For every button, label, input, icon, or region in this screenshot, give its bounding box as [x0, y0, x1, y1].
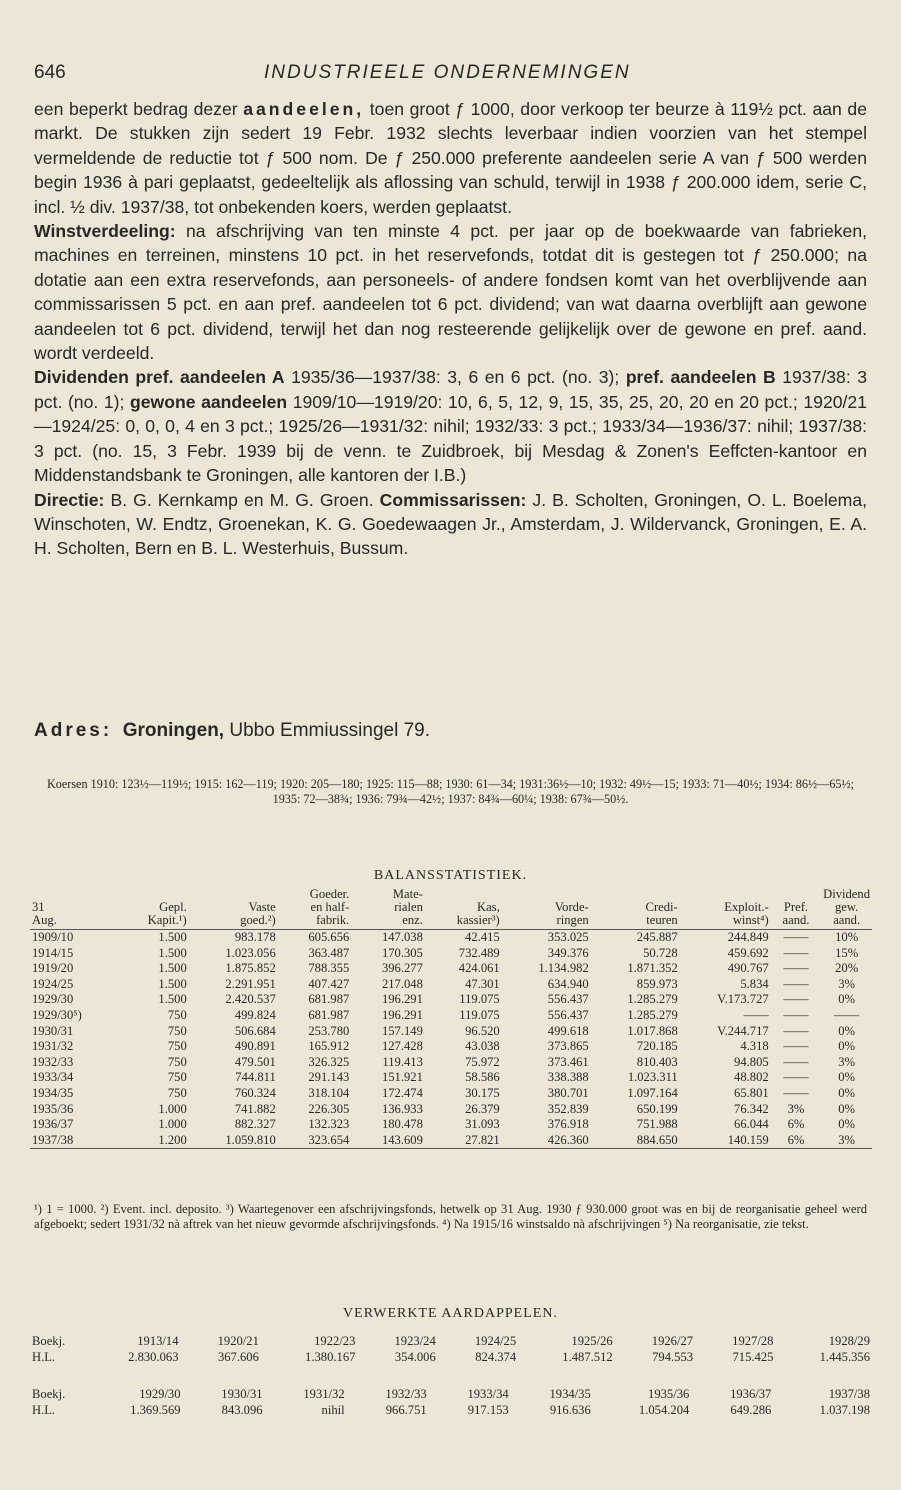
text-run: 1909/10—1919/20: 10, 6, 5, 12, 9, 15, 35, 25, 20, 20 en 20 pct.; 1920/21—1924/25: 0, 0, 0, 4 en 3 pct.; 1925/26—1931/32: nihil; 1932/33: 3 pct.; 1933/34—1936/37: nihil; 1937/38: 3 pct. (no. 15, 3 Febr. 1939 bij de venn. te Zuidbroek, bij Mesdag & Zonen's Eeffcten-kantoor en Middenstandsbank te Groningen, alle kantoren der I.B.) [34, 391, 867, 486]
table-cell: 367.606 [217, 1350, 259, 1364]
table-cell: 1.500 [158, 930, 187, 944]
table-cell: —— [783, 1039, 809, 1054]
table-cell: 490.891 [234, 1039, 276, 1054]
table-row [30, 1070, 872, 1086]
table-cell: 5.834 [740, 976, 769, 991]
table-cell: 2.420.537 [225, 992, 276, 1007]
table-row [30, 1386, 872, 1402]
table-cell: 6% [771, 1133, 822, 1149]
table-cell: 1909/10 [32, 930, 74, 944]
table-cell: 1.285.279 [627, 1007, 678, 1022]
table-cell: 119.075 [459, 992, 500, 1007]
table-cell: 0% [838, 1101, 856, 1116]
table-header-row [30, 914, 872, 930]
table-cell: 1935/36 [648, 1387, 690, 1401]
text-run: 1937/38: 3 pct. (no. 1); [34, 367, 867, 412]
table-row [30, 992, 872, 1008]
table-cell: 750 [167, 1039, 187, 1054]
table-cell: 6% [787, 1117, 805, 1132]
table-cell: 649.286 [730, 1403, 772, 1417]
table-cell: 0% [838, 1023, 856, 1038]
table-cell: 47.301 [465, 976, 500, 991]
table-cell: 681.987 [308, 1007, 350, 1022]
table-cell: 253.780 [308, 1023, 350, 1038]
table-cell: 136.933 [381, 1101, 423, 1116]
table-cell: 143.609 [351, 1133, 425, 1149]
table-row [30, 977, 872, 993]
table-cell: 1924/25 [32, 976, 74, 991]
table-cell: 1931/32 [303, 1387, 345, 1401]
table-cell: 424.061 [458, 961, 500, 976]
table-row [30, 946, 872, 962]
table-cell: 3% [821, 1133, 872, 1149]
table-cell: —— [783, 1054, 809, 1069]
table-cell: 884.650 [591, 1133, 680, 1149]
column-header: Dividend [823, 887, 870, 901]
column-header: goed.²) [189, 914, 278, 930]
column-header: rialen [394, 900, 423, 914]
table-cell: 1930/31 [221, 1387, 263, 1401]
label-dividenden: Dividenden pref. aandeelen A [34, 367, 285, 388]
table-cell: 226.305 [308, 1101, 350, 1116]
table-cell: 27.821 [425, 1133, 502, 1149]
table-cell: 1.285.279 [627, 992, 678, 1007]
table-row [30, 1008, 872, 1024]
table-cell: 380.701 [547, 1085, 589, 1100]
table-cell: 353.025 [547, 930, 589, 944]
table-cell: 1928/29 [828, 1334, 870, 1348]
table-cell: 0% [838, 1039, 856, 1054]
table-cell: 1922/23 [314, 1334, 356, 1348]
text-run: na afschrijving van ten minste 4 pct. per jaar op de boekwaarde van fabrieken, machines en terreinen, minstens 10 pct. in het reservefonds, totdat dit is gestegen tot ƒ 250.000; na dotatie aan een extra reservefonds, aan personeels- of andere fondsen komt van het overblijvende aan commissarissen 5 pct. en aan pref. aandeelen tot 6 pct. dividend; van wat daarna overblijft aan gewone aandeelen tot 6 pct. dividend, terwijl het dan nog resteerende gelijkelijk over de gewone en pref. aand. wordt verdeeld. [34, 221, 867, 364]
column-header: enz. [351, 914, 425, 930]
table-cell: 1932/33 [32, 1054, 74, 1069]
table-cell: 1925/26 [571, 1334, 613, 1348]
table-cell: H.L. [32, 1403, 56, 1417]
table-cell: 245.887 [636, 930, 678, 944]
table-cell: 1.023.311 [627, 1070, 678, 1085]
table-cell: 244.849 [727, 930, 769, 944]
table-cell: 165.912 [308, 1039, 350, 1054]
table-cell: 750 [167, 1054, 187, 1069]
table-cell: 48.802 [734, 1070, 769, 1085]
column-header: aand. [771, 914, 822, 930]
table-cell: 58.586 [465, 1070, 500, 1085]
table-cell: 1914/15 [32, 945, 74, 960]
table-row [30, 1349, 872, 1365]
table-cell: 31.093 [465, 1117, 500, 1132]
table-cell: 1919/20 [32, 961, 74, 976]
table-cell: 349.376 [547, 945, 589, 960]
table-cell: 373.865 [547, 1039, 589, 1054]
table-cell: —— [783, 961, 809, 976]
table-cell: 119.075 [459, 1007, 500, 1022]
column-header: 31 [32, 900, 45, 914]
column-header: teuren [591, 914, 680, 930]
table-cell: 3% [838, 976, 856, 991]
table-cell: 3% [787, 1101, 805, 1116]
table-cell: 1920/21 [217, 1334, 259, 1348]
table-cell: 1.500 [158, 992, 187, 1007]
page-number: 646 [34, 62, 66, 83]
table-cell: 1.059.810 [189, 1133, 278, 1149]
table-cell: 916.636 [549, 1403, 591, 1417]
column-header: Mate- [392, 887, 423, 901]
table-cell: 0% [838, 992, 856, 1007]
table-cell: 3% [838, 1054, 856, 1069]
column-header: Goeder. [309, 887, 350, 901]
table-cell: 917.153 [467, 1403, 509, 1417]
table-cell: 1913/14 [137, 1334, 179, 1348]
table-cell: 151.921 [381, 1070, 423, 1085]
table-cell: 2.291.951 [225, 976, 276, 991]
page-header [34, 62, 867, 88]
text-run: B. G. Kernkamp en M. G. Groen. [104, 489, 380, 510]
table-cell: 157.149 [381, 1023, 423, 1038]
column-header: ringen [502, 914, 591, 930]
table-cell: 1.000 [158, 1101, 187, 1116]
table-cell: 94.805 [734, 1054, 769, 1069]
table-cell: 352.839 [547, 1101, 589, 1116]
table-cell: 1.000 [158, 1117, 187, 1132]
table-cell: 1937/38 [30, 1133, 118, 1149]
table-cell: 196.291 [381, 1007, 423, 1022]
address-street: Ubbo Emmiussingel 79. [224, 720, 431, 741]
table-cell: 42.415 [465, 930, 500, 944]
table-cell: 318.104 [308, 1085, 350, 1100]
table-cell: 50.728 [643, 945, 678, 960]
table-cell: 1.875.852 [225, 961, 276, 976]
table-cell: 15% [835, 945, 859, 960]
table-row [30, 1039, 872, 1055]
column-header: winst⁴) [680, 914, 771, 930]
table-cell: 1.380.167 [305, 1350, 356, 1364]
table-cell: 180.478 [381, 1117, 423, 1132]
table-cell: —— [783, 992, 809, 1007]
table-cell: —— [783, 976, 809, 991]
table-cell: 1.369.569 [130, 1403, 181, 1417]
table-cell: 1933/34 [32, 1070, 74, 1085]
table-cell: 1934/35 [32, 1085, 74, 1100]
table-cell: 363.487 [308, 945, 350, 960]
table-cell: 1.445.356 [819, 1350, 870, 1364]
table-cell: 66.044 [734, 1117, 769, 1132]
table-cell: 96.520 [465, 1023, 500, 1038]
table-cell: 1.871.352 [627, 961, 678, 976]
column-header: Vorde- [554, 900, 589, 914]
table-cell: 751.988 [636, 1117, 678, 1132]
column-header: Credi- [645, 900, 678, 914]
table-cell: 196.291 [381, 992, 423, 1007]
column-header: Exploit.- [724, 900, 769, 914]
table-cell: 0% [838, 1070, 856, 1085]
table-cell: 859.973 [636, 976, 678, 991]
table-cell: 43.038 [465, 1039, 500, 1054]
label-winstverdeeling: Winstverdeeling: [34, 221, 176, 242]
table-cell: 10% [835, 930, 859, 944]
paragraph-directie [34, 488, 867, 561]
table-cell: Boekj. [32, 1334, 66, 1348]
table-cell: —— [783, 1085, 809, 1100]
table-cell: 291.143 [308, 1070, 350, 1085]
table-cell: 794.553 [652, 1350, 694, 1364]
table-cell: 750 [167, 1085, 187, 1100]
table-cell: 744.811 [235, 1070, 276, 1085]
table-cell: 479.501 [234, 1054, 276, 1069]
table-cell: 373.461 [547, 1054, 589, 1069]
table-cell: 1934/35 [549, 1387, 591, 1401]
column-header: aand. [821, 914, 872, 930]
table-cell: 715.425 [732, 1350, 774, 1364]
table-row [30, 1024, 872, 1040]
label-gewone: gewone aandeelen [129, 391, 288, 412]
table-cell: 720.185 [636, 1039, 678, 1054]
table-cell: Boekj. [32, 1387, 66, 1401]
column-header: fabrik. [278, 914, 352, 930]
aardappelen-table-2 [30, 1386, 872, 1418]
table-cell: 376.918 [547, 1117, 589, 1132]
table-cell: 1929/30 [32, 992, 74, 1007]
column-header: Aug. [30, 914, 118, 930]
column-header: gew. [834, 900, 859, 914]
table-cell: —— [834, 1007, 860, 1022]
table-cell: —— [783, 1023, 809, 1038]
table-cell: 326.325 [308, 1054, 350, 1069]
table-cell: 556.437 [547, 1007, 589, 1022]
koersen-text: Koersen 1910: 123½—119½; 1915: 162—119; 1920: 205—180; 1925: 115—88; 1930: 61—34; 1931:36½—10; 1932: 49½—15; 1933: 71—40½; 1934: 86½—65½; 1935: 72—38¾; 1936: 79¾—42½; 1937: 84¾—60¼; 1938: 67¾—50½. [46, 777, 855, 806]
paragraph-winstverdeeling [34, 219, 867, 365]
running-title: INDUSTRIEELE ONDERNEMINGEN [264, 62, 631, 83]
aardappelen-table-1 [30, 1333, 872, 1365]
column-header: Vaste [248, 900, 276, 914]
address-city: Groningen, [122, 720, 225, 741]
table-cell: 499.824 [234, 1007, 276, 1022]
table-cell: H.L. [32, 1350, 56, 1364]
label-commissarissen: Commissarissen: [379, 489, 527, 510]
table-cell: 1.037.198 [819, 1403, 870, 1417]
table-cell: 732.489 [458, 945, 500, 960]
table-cell: 490.767 [727, 961, 769, 976]
table-cell: 354.006 [394, 1350, 436, 1364]
table-cell: 681.987 [308, 992, 350, 1007]
column-header: Gepl. [159, 900, 187, 914]
company-description [34, 97, 867, 561]
table-cell: 1931/32 [32, 1039, 74, 1054]
table-cell: 824.374 [475, 1350, 517, 1364]
table-cell: 217.048 [381, 976, 423, 991]
table-cell: 741.882 [234, 1101, 276, 1116]
table-cell: —— [783, 945, 809, 960]
table-cell: 634.940 [547, 976, 589, 991]
table-cell: 76.342 [734, 1101, 769, 1116]
table-cell: 1.500 [158, 961, 187, 976]
table-cell: 1936/37 [730, 1387, 772, 1401]
table-row [30, 1102, 872, 1118]
paragraph-intro [34, 97, 867, 219]
table-cell: 172.474 [381, 1085, 423, 1100]
table-cell: 2.830.063 [128, 1350, 179, 1364]
table-cell: 170.305 [381, 945, 423, 960]
balans-title: BALANSSTATISTIEK. [373, 868, 528, 883]
table-cell: 788.355 [308, 961, 350, 976]
table-cell: 1.500 [158, 945, 187, 960]
table-cell: 750 [167, 1023, 187, 1038]
table-row [30, 1402, 872, 1418]
table-row [30, 1117, 872, 1133]
table-cell: 1930/31 [32, 1023, 74, 1038]
label-pref-b: pref. aandeelen B [625, 367, 776, 388]
table-cell: 983.178 [234, 930, 276, 944]
table-cell: 30.175 [465, 1085, 500, 1100]
table-cell: 1.097.164 [627, 1085, 678, 1100]
table-cell: 1926/27 [651, 1334, 694, 1348]
table-row [30, 1086, 872, 1102]
table-cell: 1936/37 [32, 1117, 74, 1132]
table-row [30, 930, 872, 946]
table-cell: 1937/38 [828, 1387, 870, 1401]
text-run-spaced: aandeelen, [243, 99, 365, 119]
table-row [30, 1333, 872, 1349]
table-cell: 147.038 [381, 930, 423, 944]
table-cell: 1.017.868 [627, 1023, 678, 1038]
footnotes: ¹) 1 = 1000. ²) Event. incl. deposito. ³) Waartegenover een afschrijvingsfonds, hetwelk op 31 Aug. 1930 ƒ 930.000 groot was en bij de reorganisatie geheel werd afgeboekt; sedert 1931/32 nà aftrek van het nieuw gevormde afschrijvingsfonds. ⁴) Na 1915/16 winstsaldo nà afschrijvingen ⁵) Na reorganisatie, zie tekst. [34, 1202, 867, 1232]
table-cell: nihil [321, 1403, 345, 1417]
table-cell: 499.618 [547, 1023, 589, 1038]
table-cell: 1923/24 [394, 1334, 436, 1348]
address-line [34, 720, 867, 742]
table-cell: 0% [838, 1117, 856, 1132]
table-cell: 132.323 [308, 1117, 350, 1132]
table-cell: V.173.727 [717, 992, 769, 1007]
table-cell: —— [743, 1007, 769, 1022]
balans-table [30, 888, 872, 1149]
address-label: Adres: [34, 720, 113, 741]
table-row [30, 1055, 872, 1071]
table-cell: 1935/36 [32, 1101, 74, 1116]
paragraph-dividenden [34, 365, 867, 487]
table-cell: —— [783, 1007, 809, 1022]
table-cell: 1924/25 [474, 1334, 517, 1348]
table-cell: V.244.717 [717, 1023, 769, 1038]
text-run: toen groot ƒ 1000, door verkoop ter beurze à 119½ pct. aan de markt. De stukken zijn sedert 19 Febr. 1932 slechts leverbaar indien voorzien van het stempel vermeldende de reductie tot ƒ 500 nom. De ƒ 250.000 preferente aandeelen serie A van ƒ 500 werden begin 1936 à pari geplaatst, gedeeltelijk als aflossing van schuld, terwijl in 1938 ƒ 200.000 idem, serie C, incl. ½ div. 1937/38, tot onbekenden koers, werden geplaatst. [34, 99, 867, 217]
table-cell: 843.096 [221, 1403, 263, 1417]
table-cell: 323.654 [278, 1133, 352, 1149]
table-cell: 127.428 [381, 1039, 423, 1054]
table-cell: 1.500 [158, 976, 187, 991]
table-cell: 1.200 [118, 1133, 189, 1149]
text-run: een beperkt bedrag dezer [34, 99, 244, 119]
table-cell: 4.318 [740, 1039, 769, 1054]
table-cell: 1.023.056 [225, 945, 276, 960]
table-cell: 1927/28 [732, 1334, 774, 1348]
table-cell: 760.324 [234, 1085, 276, 1100]
table-cell: 1.134.982 [538, 961, 589, 976]
text-run: J. B. Scholten, Groningen, O. L. Boelema, Winschoten, W. Endtz, Groenekan, K. G. Goedewaagen Jr., Amsterdam, J. Wildervanck, Groningen, E. A. H. Scholten, Bern en B. L. Westerhuis, Bussum. [34, 489, 867, 559]
table-cell: 1929/30 [139, 1387, 181, 1401]
table-cell: 26.379 [465, 1101, 500, 1116]
column-header: Kapit.¹) [118, 914, 189, 930]
column-header: kassier³) [425, 914, 502, 930]
table-cell: 1933/34 [467, 1387, 509, 1401]
table-cell: 1.054.204 [638, 1403, 690, 1417]
text-run: 1935/36—1937/38: 3, 6 en 6 pct. (no. 3); [284, 367, 626, 388]
column-header: Kas, [477, 900, 500, 914]
column-header: Pref. [783, 900, 809, 914]
table-cell: 140.159 [680, 1133, 771, 1149]
table-cell: 426.360 [502, 1133, 591, 1149]
table-cell: 810.403 [636, 1054, 678, 1069]
table-cell: 605.656 [308, 930, 350, 944]
table-cell: 75.972 [465, 1054, 500, 1069]
label-directie: Directie: [34, 489, 105, 510]
table-cell: 506.684 [234, 1023, 276, 1038]
table-cell: 1929/30⁵) [32, 1007, 82, 1022]
table-cell: 338.388 [547, 1070, 589, 1085]
table-cell: 882.327 [234, 1117, 276, 1132]
table-cell: 65.801 [734, 1085, 769, 1100]
table-row [30, 1133, 872, 1149]
table-cell: 20% [835, 961, 859, 976]
table-cell: 750 [167, 1070, 187, 1085]
table-cell: 396.277 [381, 961, 423, 976]
table-cell: 459.692 [727, 945, 769, 960]
table-cell: 407.427 [308, 976, 350, 991]
table-row [30, 961, 872, 977]
column-header: en half- [310, 900, 350, 914]
table-cell: —— [783, 930, 809, 944]
table-cell: 1.487.512 [562, 1350, 613, 1364]
table-cell: 0% [838, 1085, 856, 1100]
table-cell: 119.413 [382, 1054, 423, 1069]
table-cell: 966.751 [385, 1403, 427, 1417]
table-cell: 750 [167, 1007, 187, 1022]
table-cell: —— [783, 1070, 809, 1085]
aardappelen-title: VERWERKTE AARDAPPELEN. [343, 1306, 558, 1321]
table-cell: 556.437 [547, 992, 589, 1007]
table-cell: 650.199 [636, 1101, 678, 1116]
table-cell: 1932/33 [385, 1387, 427, 1401]
